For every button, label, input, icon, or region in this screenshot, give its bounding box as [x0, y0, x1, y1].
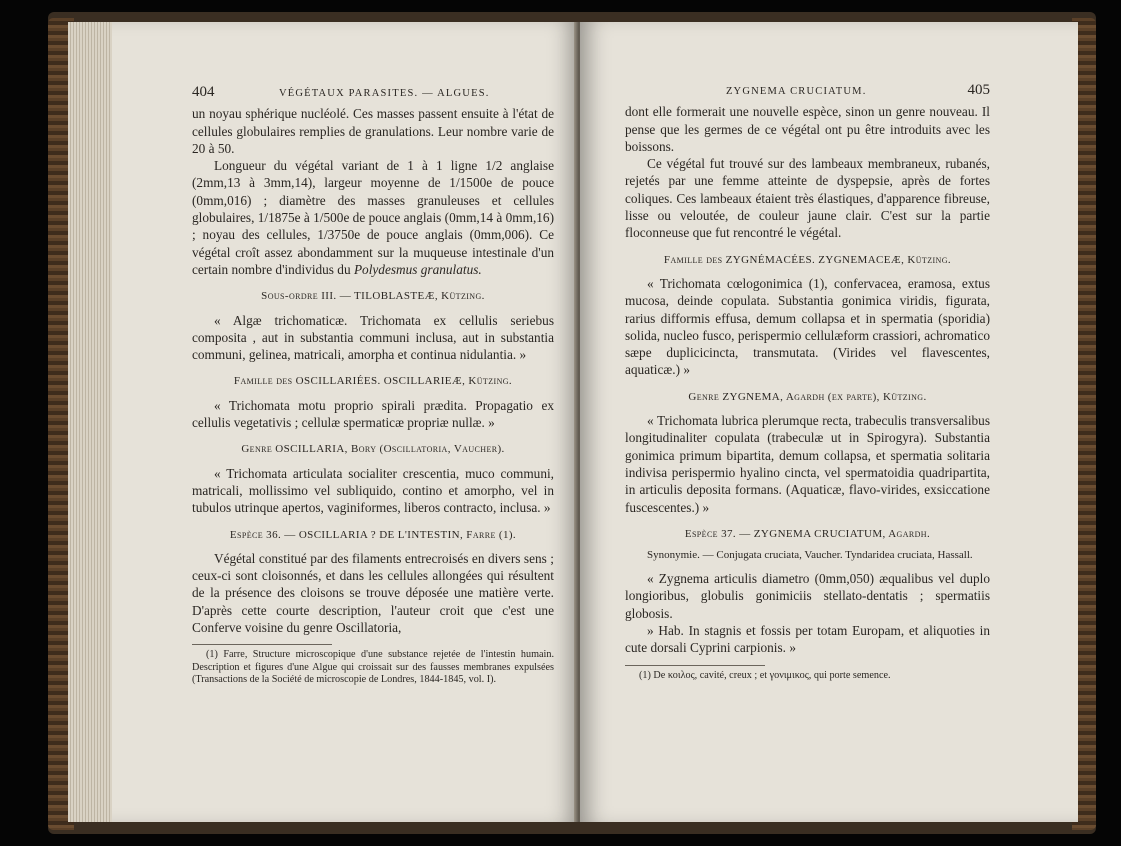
right-page	[580, 22, 1078, 822]
species-title: Espèce 37. — ZYGNEMA CRUCIATUM, Agardh.	[684, 527, 931, 540]
left-page	[112, 22, 578, 822]
paragraph: un noyau sphérique nucléolé. Ces masses passent ensuite à l'état de cellules globulaires remplies de granulations. Leur nombre varie de 20 à 50.	[192, 106, 554, 156]
left-page-header	[192, 84, 554, 102]
footnote-rule	[192, 644, 332, 645]
open-book	[48, 12, 1096, 834]
latin-quote: « Trichomata cœlogonimica (1), confervacea, eramosa, extus mucosa, deinde copulata. Substantia gonimica viridis, figurata, rarius difformis effusa, demum collapsa et in spermatia (sporidia) solida, nucleo fusco, perispermio cellulæform crassiori, achromatico sæpe duplicicincta, transmutata. (Virides vel flavescentes, aquaticæ.) »	[625, 275, 990, 378]
running-head-right: ZYGNEMA CRUCIATUM.	[725, 86, 867, 97]
right-page-text	[625, 82, 990, 682]
footnote: (1) De κοιλος, cavité, creux ; et γονιμικος, qui porte semence.	[639, 669, 891, 681]
family-title: Famille des ZYGNÉMACÉES. ZYGNEMACEÆ, Kützing.	[663, 253, 952, 266]
page-number-left: 404	[192, 84, 215, 100]
right-page-header	[625, 82, 990, 100]
latin-quote: « Zygnema articulis diametro (0mm,050) æqualibus vel duplo longioribus, globulis gonimiciis stellato-dentatis ; spermatiis globosis.	[625, 571, 990, 621]
page-number-right: 405	[967, 82, 990, 98]
habitat: » Hab. In stagnis et fossis per totam Europam, et aliquoties in cute dorsali Cyprini carpionis. »	[625, 623, 990, 656]
paragraph: dont elle formerait une nouvelle espèce, sinon un genre nouveau. Il pense que les germes de ce végétal ont pu être introduits avec les boissons.	[625, 104, 990, 154]
species-name: Polydesmus granulatus.	[353, 261, 482, 277]
genus-title: Genre OSCILLARIA, Bory (Oscillatoria, Vaucher).	[241, 443, 505, 456]
paragraph	[192, 157, 554, 278]
suborder-title: Sous-ordre III. — TILOBLASTEÆ, Kützing.	[261, 290, 485, 303]
synonymy: Synonymie. — Conjugata cruciata, Vaucher. Tyndaridea cruciata, Hassall.	[647, 549, 973, 562]
latin-quote: « Trichomata motu proprio spirali prædita. Propagatio ex cellulis vegetativis ; cellulæ spermaticæ propriæ nullæ. »	[192, 397, 554, 431]
latin-quote: « Algæ trichomaticæ. Trichomata ex cellulis seriebus composita , aut in substantia communi inclusa, aut in substantia communi, gelinea, matricali, amorpha et continua nidulantia. »	[192, 312, 554, 363]
paragraph: Végétal constitué par des filaments entrecroisés en divers sens ; ceux-ci sont cloisonnés, et dans les cellules allongées qui résultent de la présence des cloisons se trouve déposée une matière verte. D'après cette courte description, l'auteur croit que c'est une Conferve voisine du genre Oscillatoria,	[192, 550, 554, 636]
paragraph-text: Longueur du végétal variant de 1 à 1 ligne 1/2 anglaise (2mm,13 à 3mm,14), largeur moyenne de 1/1500e de pouce (0mm,016) ; diamètre des masses granuleuses et cellules globulaires, 1/1875e à 1/500e de pouce anglais (0mm,14 à 0mm,16) ; noyau des cellules, 1/3750e de pouce anglais (0mm,006). Ce végétal croît assez abondamment sur la muqueuse intestinale d'un certain nombre d'individus du	[192, 158, 554, 277]
family-title: Famille des OSCILLARIÉES. OSCILLARIEÆ, Kützing.	[233, 375, 513, 388]
page-edges-left	[68, 22, 114, 822]
footnote-rule	[625, 665, 765, 666]
latin-quote: « Trichomata lubrica plerumque recta, trabeculis transversalibus longitudinaliter copulata (trabeculæ ut in Spirogyra). Substantia gonimica primum bipartita, demum collapsa, et spermatia solitaria indivisa perispermio hyalino cincta, vel spermatoidia quadripartita, in articulis deposita formans. (Aquaticæ, flavo-virides, exsiccatione fuscescentes.) »	[625, 413, 990, 515]
species-title: Espèce 36. — OSCILLARIA ? DE L'INTESTIN, Farre (1).	[229, 528, 517, 541]
footnote: (1) Farre, Structure microscopique d'une substance rejetée de l'intestin humain. Description et figures d'une Algue qui croissait sur des fausses membranes expulsées (Transactions de la Société de microscopie de Londres, 1844-1845, vol. I).	[192, 649, 554, 685]
left-page-text	[192, 84, 554, 686]
genus-title: Genre ZYGNEMA, Agardh (ex parte), Kützing.	[688, 390, 927, 403]
paragraph: Ce végétal fut trouvé sur des lambeaux membraneux, rubanés, rejetés par une femme atteinte de dyspepsie, après de fortes coliques. Ces lambeaux étaient très élastiques, d'apparence fibreuse, lisse ou veloutée, de couleur jaune clair. C'est sur la partie floconneuse que fut rencontré le végétal.	[625, 156, 990, 241]
running-head-left: VÉGÉTAUX PARASITES. — ALGUES.	[278, 88, 490, 99]
latin-quote: « Trichomata articulata socialiter crescentia, muco communi, matricali, mollissimo vel subliquido, contino et amorpho, vel in tubulos utrinque apertos, vaginiformes, liberos contracto, inclusa. »	[192, 465, 554, 516]
